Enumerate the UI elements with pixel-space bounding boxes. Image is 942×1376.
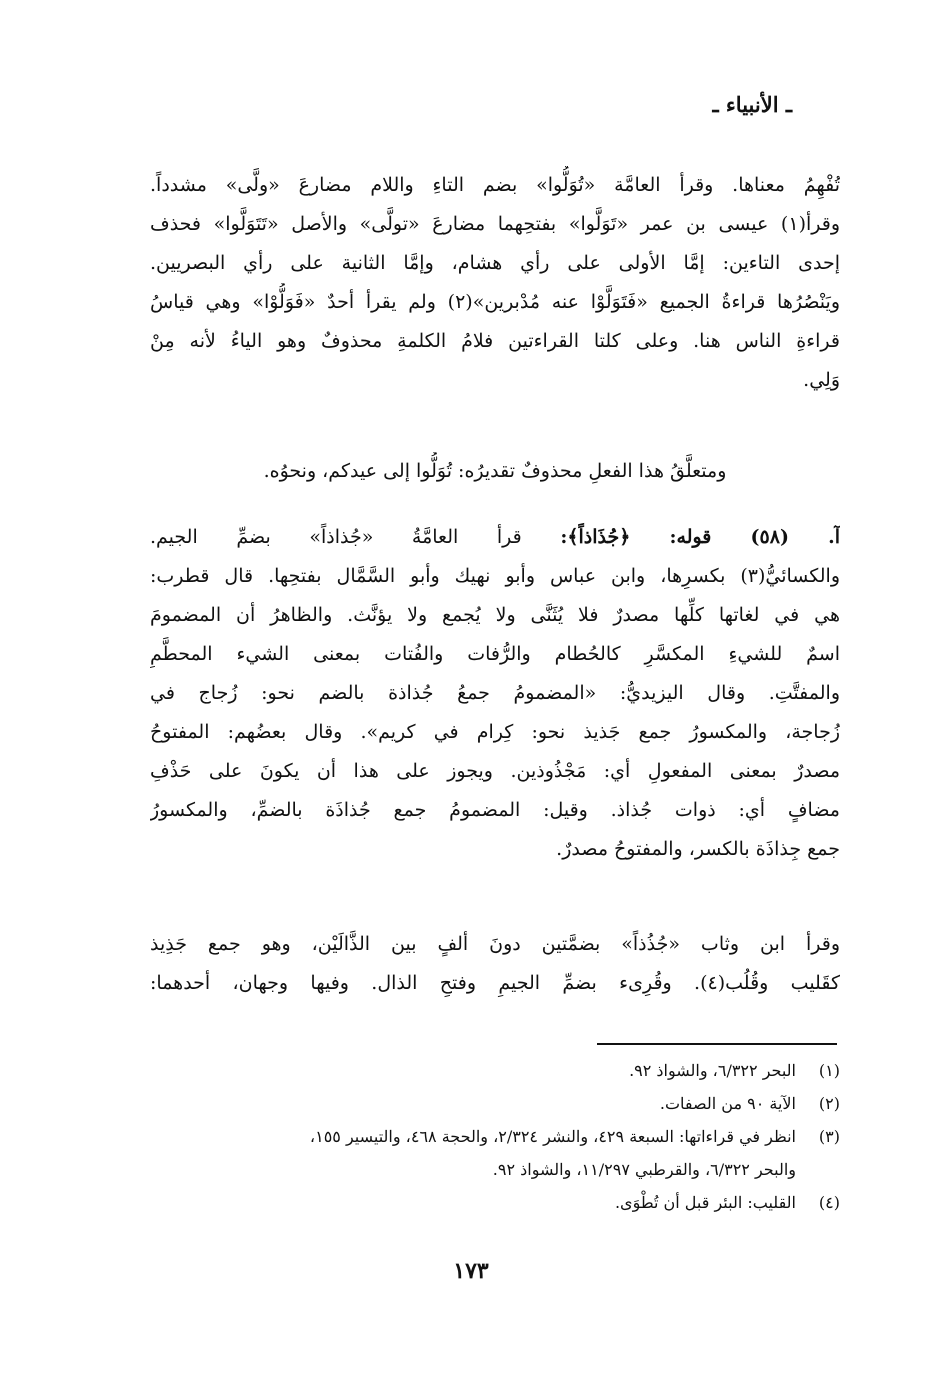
page-number: ١٧٣ [453, 1258, 489, 1284]
footnote-4 [150, 1186, 840, 1219]
running-head: ـ الأنبياء ـ [712, 92, 792, 117]
footnote-number: (٢) [818, 1094, 840, 1113]
text-line: ويَنْصُرُها قراءةُ الجميع «فَتَوَلَّوْا عنه مُدْبرين»(٢) ولم يقرأ أحدٌ «فَوَلُّوْا» وهي قياسُ [150, 291, 840, 313]
text-line: كقَليب وقُلُب(٤). وقُرِىء بضمِّ الجيمِ وفتحِ الذال. وفيها وجهان، أحدهما: [150, 972, 840, 994]
footnote-number: (١) [818, 1061, 840, 1080]
text-line: قراءةِ الناس هنا. وعلى كلتا القراءتين فلامُ الكلمةِ محذوفٌ وهو الياءُ لأنه مِنْ [150, 330, 840, 352]
verse-reference: آ. (٥٨) قوله: ﴿جُذَاذاً﴾: [560, 526, 840, 548]
footnote-text: الآية ٩٠ من الصفات. [659, 1094, 796, 1113]
paragraph-2 [150, 452, 840, 491]
footnote-3 [150, 1120, 840, 1153]
text-line: جمع جِذاذَة بالكسر، والمفتوحُ مصدرٌ. [556, 838, 840, 860]
footnote-1 [150, 1054, 840, 1087]
footnote-3-continued: والبحر ٦/٣٢٢، والقرطبي ١١/٢٩٧، والشواذ ٩٢. [492, 1160, 796, 1179]
paragraph-1 [150, 166, 840, 400]
paragraph-4 [150, 925, 840, 1003]
text-line: وقرأ ابن وثاب «جُذُذاً» بضمَّتين دونَ ألفٍ بين الذَّالَيْن، وهو جمع جَذِيذ [150, 933, 840, 955]
text-line: وَلِي. [803, 369, 840, 391]
text-line: والكسائيُّ(٣) بكسرِها، وابن عباس وأبو نهيك وأبو السَّمَّال بفتحِها. قال قطرب: [150, 565, 840, 587]
paragraph-3 [150, 518, 840, 869]
text-line: زُجاجة، والمكسورُ جمع جَذيذ نحو: كِرام في كريم». وقال بعضُهم: المفتوحُ [150, 721, 840, 743]
footnote-number: (٤) [818, 1193, 840, 1212]
footnote-separator [597, 1043, 837, 1045]
text-line [150, 518, 840, 557]
text-line: اسمٌ للشيءِ المكسَّرِ كالحُطام والرُّفات والفُتات بمعنى الشيء المحطَّمِ [150, 643, 840, 665]
text-line: مضافٍ أي: ذوات جُذاذ. وقيل: المضمومُ جمع جُذاذَة بالضمِّ، والمكسورُ [150, 799, 840, 821]
footnote-number: (٣) [818, 1127, 840, 1146]
text-line: إحدى التاءين: إمَّا الأولى على رأي هشام، وإمَّا الثانية على رأي البصريين. [150, 252, 840, 274]
footnote-text: البحر ٦/٣٢٢، والشواذ ٩٢. [629, 1061, 796, 1080]
footnote-text: القليب: البئر قبل أن تُطْوَى. [614, 1193, 796, 1212]
footnotes [150, 1054, 840, 1219]
text-line: والمفتَّتِ. وقال اليزيديُّ: «المضمومُ جمعُ جُذاذة بالضم نحو: زُجاج في [150, 682, 840, 704]
footnote-2 [150, 1087, 840, 1120]
verse-comment: قرأ العامَّةُ «جُذاذاً» بضمِّ الجيم. [150, 526, 561, 548]
text-line: هي في لغاتها كلِّها مصدرٌ فلا يُثَنَّى ولا يُجمع ولا يؤنَّث. والظاهرُ أن المضمومَ [150, 604, 840, 626]
text-line: ومتعلَّقُ هذا الفعلِ محذوفٌ تقديرُه: تُوَلُّوا إلى عيدكم، ونحوُه. [263, 460, 727, 482]
text-line: تُفْهِمُ معناها. وقرأ العامَّة «تُوَلُّوا» بضم التاءِ واللام مضارعَ «ولَّى» مشدداً. [150, 174, 840, 196]
text-line: مصدرٌ بمعنى المفعولِ أي: مَجْذُوذين. ويجوز على هذا أن يكونَ على حَذْفِ [150, 760, 840, 782]
footnote-text: انظر في قراءاتها: السبعة ٤٢٩، والنشر ٢/٣٢٤، والحجة ٤٦٨، والتيسير ١٥٥، [309, 1127, 796, 1146]
text-line: وقرأ(١) عيسى بن عمر «تَوَلَّوا» بفتحِهما مضارعَ «تولَّى» والأصل «تَتَوَلَّوا» فحذف [150, 213, 840, 235]
